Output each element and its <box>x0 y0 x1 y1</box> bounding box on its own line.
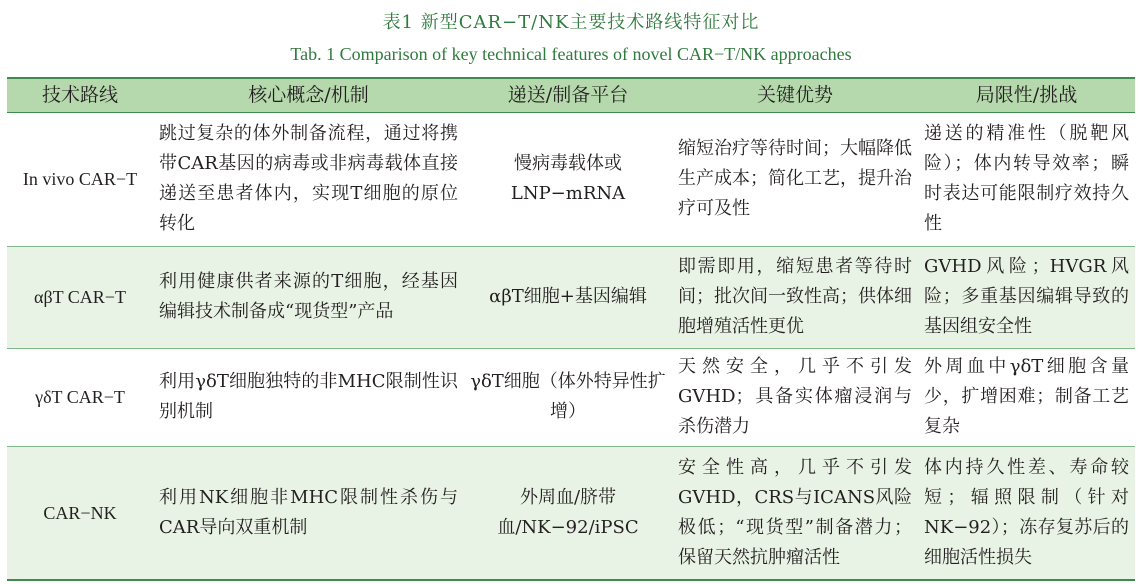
limitations-cell: 外周血中γδT细胞含量少，扩增困难；制备工艺复杂 <box>918 348 1135 446</box>
table-row <box>7 112 1135 246</box>
advantages-cell: 安全性高，几乎不引发GVHD，CRS与ICANS风险极低；“现货型”制备潜力；保留天然抗肿瘤活性 <box>672 446 918 580</box>
column-header-concept: 核心概念/机制 <box>153 78 464 112</box>
table-caption-en: Tab. 1 Comparison of key technical features of novel CAR−T/NK approaches <box>290 44 852 64</box>
advantages-cell: 即需即用，缩短患者等待时间；批次间一致性高；供体细胞增殖活性更优 <box>672 246 918 348</box>
route-cell: αβT CAR−T <box>7 246 153 348</box>
advantages-cell: 缩短治疗等待时间；大幅降低生产成本；简化工艺，提升治疗可及性 <box>672 112 918 246</box>
column-header-advantages: 关键优势 <box>672 78 918 112</box>
column-header-limitations: 局限性/挑战 <box>918 78 1135 112</box>
route-cell: γδT CAR−T <box>7 348 153 446</box>
table-row <box>7 446 1135 580</box>
comparison-table <box>7 77 1135 581</box>
table-row <box>7 348 1135 446</box>
limitations-cell: GVHD风险；HVGR风险；多重基因编辑导致的基因组安全性 <box>918 246 1135 348</box>
route-cell: CAR−NK <box>7 446 153 580</box>
route-cell: In vivo CAR−T <box>7 112 153 246</box>
limitations-cell: 体内持久性差、寿命较短；辐照限制（针对NK−92）；冻存复苏后的细胞活性损失 <box>918 446 1135 580</box>
table-row <box>7 246 1135 348</box>
column-header-route: 技术路线 <box>7 78 153 112</box>
platform-cell: αβT细胞+基因编辑 <box>464 246 672 348</box>
limitations-cell: 递送的精准性（脱靶风险）；体内转导效率；瞬时表达可能限制疗效持久性 <box>918 112 1135 246</box>
concept-cell: 利用NK细胞非MHC限制性杀伤与CAR导向双重机制 <box>153 446 464 580</box>
platform-cell: 慢病毒载体或LNP−mRNA <box>464 112 672 246</box>
table-header-row <box>7 78 1135 112</box>
platform-cell: 外周血/脐带血/NK−92/iPSC <box>464 446 672 580</box>
advantages-cell: 天然安全，几乎不引发GVHD；具备实体瘤浸润与杀伤潜力 <box>672 348 918 446</box>
column-header-platform: 递送/制备平台 <box>464 78 672 112</box>
concept-cell: 利用γδT细胞独特的非MHC限制性识别机制 <box>153 348 464 446</box>
platform-cell: γδT细胞（体外特异性扩增） <box>464 348 672 446</box>
concept-cell: 利用健康供者来源的T细胞，经基因编辑技术制备成“现货型”产品 <box>153 246 464 348</box>
table-caption-cn: 表1 新型CAR−T/NK主要技术路线特征对比 <box>382 12 760 33</box>
concept-cell: 跳过复杂的体外制备流程，通过将携带CAR基因的病毒或非病毒载体直接递送至患者体内，实现T细胞的原位转化 <box>153 112 464 246</box>
